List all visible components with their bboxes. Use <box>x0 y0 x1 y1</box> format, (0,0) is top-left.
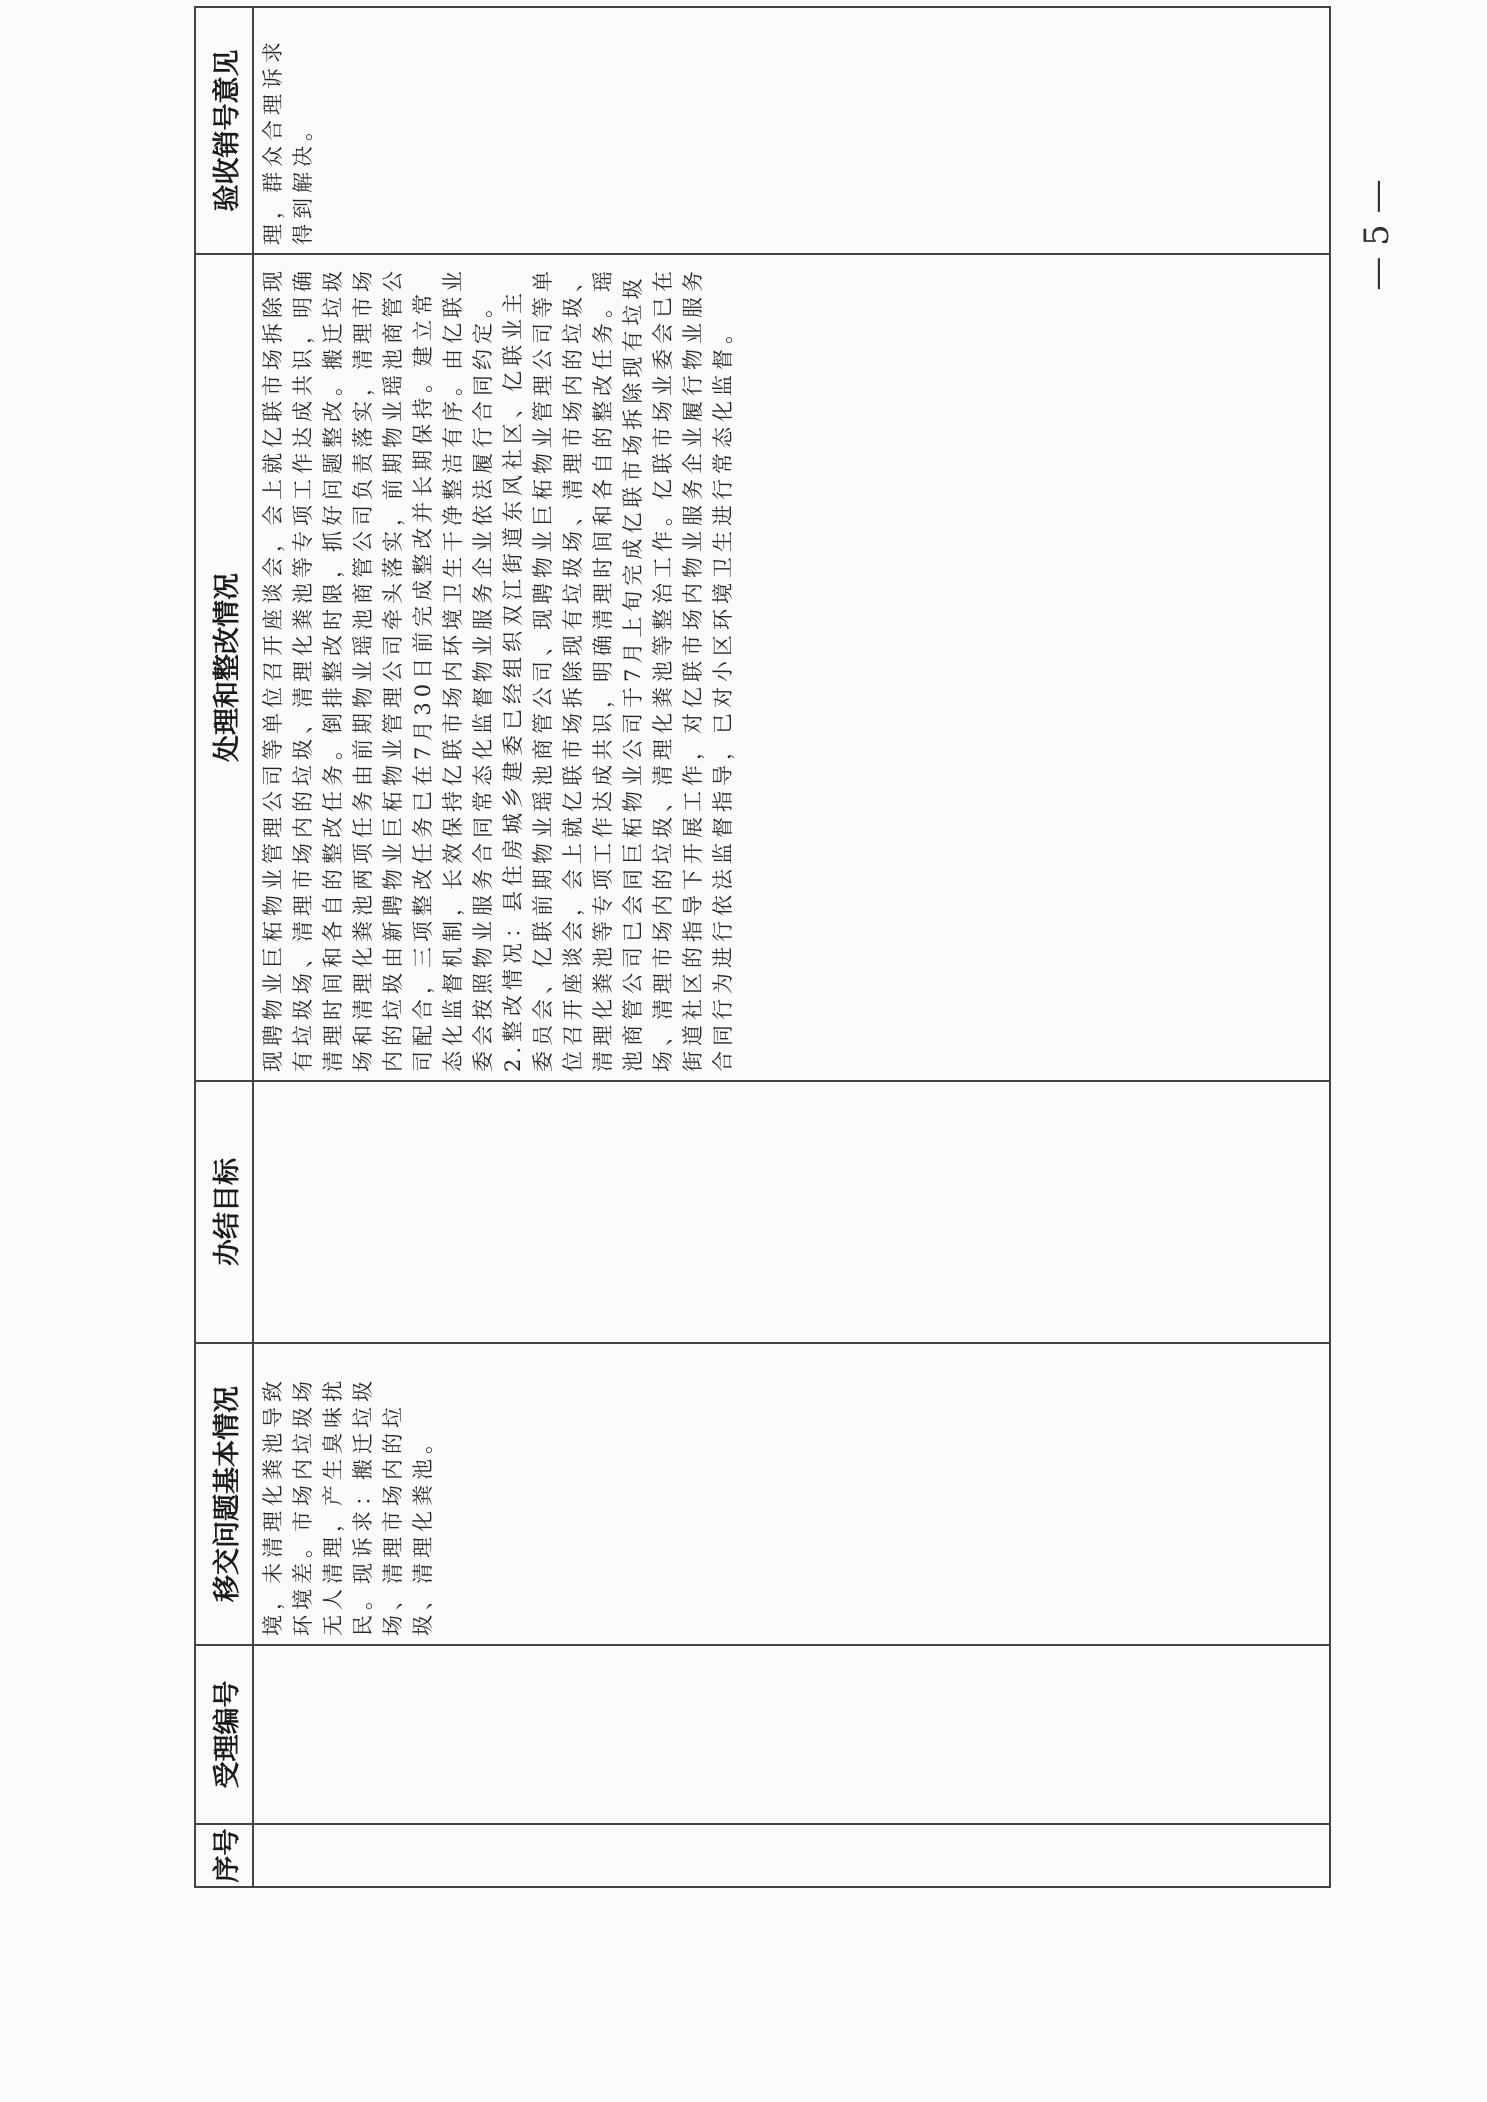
cell-issue: 境，未清理化粪池导致环境差。市场内垃圾场无人清理，产生臭味扰民。现诉求：搬迁垃圾场、清理市场内的垃圾、清理化粪池。 <box>253 1343 1330 1645</box>
cell-verdict: 理，群众合理诉求得到解决。 <box>253 7 1330 254</box>
rectification-table <box>194 6 1331 1888</box>
header-target: 办结目标 <box>195 1081 253 1343</box>
handling-paragraph-2: 2.整改情况：县住房城乡建委已经组织双江街道东风社区、亿联业主委员会、亿联前期物业瑶池商管公司、现聘物业巨柘物业管理公司等单位召开座谈会，会上就亿联市场拆除现有垃圾场、清理市场内的垃圾、清理化粪池等专项工作达成共识，明确清理时间和各自的整改任务。瑶池商管公司已会同巨柘物业公司于7月上旬完成亿联市场拆除现有垃圾场、清理市场内的垃圾、清理化粪池等整治工作。亿联市场业委会已在街道社区的指导下开展工作，对亿联市场内物业服务企业履行物业服务合同行为进行依法监督指导，已对小区环境卫生进行常态化监督。 <box>501 266 735 1072</box>
cell-handling <box>253 254 1330 1081</box>
header-verdict: 验收销号意见 <box>195 7 253 254</box>
header-case-id: 受理编号 <box>195 1645 253 1824</box>
cell-case-id <box>253 1645 1330 1824</box>
handling-paragraph-1: 现聘物业巨柘物业管理公司等单位召开座谈会，会上就亿联市场拆除现有垃圾场、清理市场内的垃圾、清理化粪池等专项工作达成共识，明确清理时间和各自的整改任务。倒排整改时限，抓好问题整改。搬迁垃圾场和清理化粪池两项任务由前期物业瑶池商管公司负责落实，清理市场内的垃圾由新聘物业巨柘物业管理公司牵头落实，前期物业瑶池商管公司配合，三项整改任务已在7月30日前完成整改并长期保持。建立常态化监督机制，长效保持亿联市场内环境卫生干净整洁有序。由亿联业委会按照物业服务合同常态化监督物业服务企业依法履行合同约定。 <box>261 266 495 1072</box>
cell-target <box>253 1081 1330 1343</box>
cell-seq <box>253 1824 1330 1887</box>
page-number: — 5 — <box>1357 179 1397 291</box>
header-seq: 序号 <box>195 1824 253 1887</box>
header-issue: 移交问题基本情况 <box>195 1343 253 1645</box>
header-row <box>195 7 253 1887</box>
header-handling: 处理和整改情况 <box>195 254 253 1081</box>
rotated-page <box>194 8 1331 1888</box>
table-row <box>253 7 1330 1887</box>
